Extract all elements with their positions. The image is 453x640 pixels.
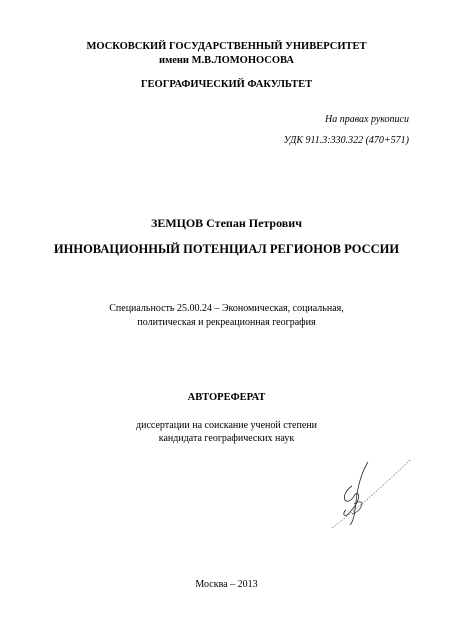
manuscript-rights: На правах рукописи	[325, 114, 409, 125]
dissertation-title: ИННОВАЦИОННЫЙ ПОТЕНЦИАЛ РЕГИОНОВ РОССИИ	[53, 242, 400, 256]
document-type: АВТОРЕФЕРАТ	[187, 392, 266, 403]
faculty-name: ГЕОГРАФИЧЕСКИЙ ФАКУЛЬТЕТ	[140, 79, 313, 90]
udc-code: УДК 911.3:330.322 (470+571)	[283, 135, 409, 146]
specialty-line-2: политическая и рекреационная география	[137, 317, 316, 328]
university-named-after: имени М.В.ЛОМОНОСОВА	[159, 55, 294, 66]
purpose-line-1: диссертации на соискание ученой степени	[136, 420, 317, 431]
author-name: ЗЕМЦОВ Степан Петрович	[151, 216, 302, 230]
purpose-line-2: кандидата географических наук	[158, 433, 295, 444]
specialty-line-1: Специальность 25.00.24 – Экономическая, социальная,	[109, 303, 344, 314]
city-year: Москва – 2013	[195, 579, 258, 590]
signature-icon	[330, 456, 412, 534]
university-name: МОСКОВСКИЙ ГОСУДАРСТВЕННЫЙ УНИВЕРСИТЕТ	[86, 41, 367, 52]
